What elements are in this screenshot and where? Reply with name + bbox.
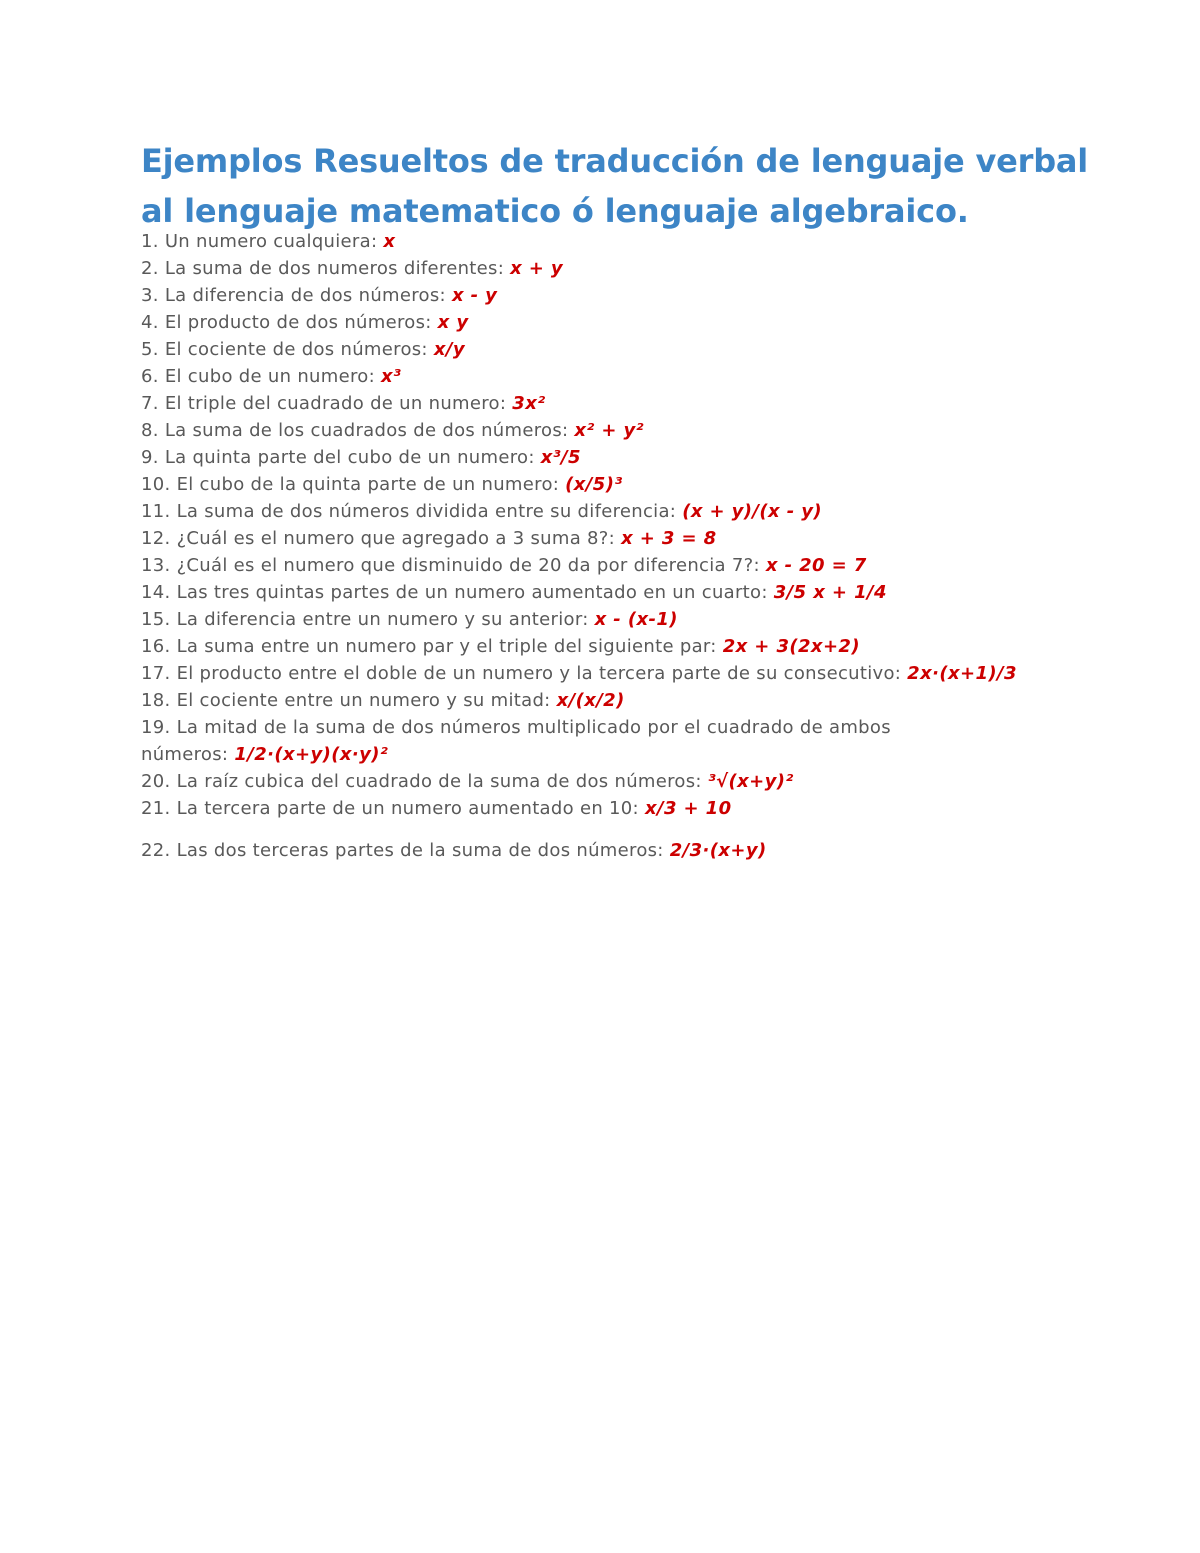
list-item [141, 660, 1141, 687]
item-answer: (x + y)/(x - y) [682, 501, 822, 522]
item-number: 18. [141, 690, 171, 711]
item-number: 22. [141, 840, 171, 861]
list-item [141, 498, 1141, 525]
item-text: El triple del cuadrado de un numero: [164, 393, 507, 414]
item-number: 15. [141, 609, 171, 630]
list-item [141, 255, 1141, 282]
item-text-continued: números: [141, 744, 229, 765]
item-answer: 2x + 3(2x+2) [722, 636, 860, 657]
list-item [141, 837, 1141, 864]
item-text: El cociente de dos números: [164, 339, 428, 360]
item-answer: x² + y² [574, 420, 644, 441]
item-number: 6. [141, 366, 159, 387]
item-answer: ³√(x+y)² [707, 771, 794, 792]
item-text: La raíz cubica del cuadrado de la suma de dos números: [176, 771, 702, 792]
item-answer: x³/5 [540, 447, 581, 468]
item-text: Un numero cualquiera: [164, 231, 378, 252]
item-number: 5. [141, 339, 159, 360]
list-item [141, 579, 1141, 606]
item-answer: 3x² [512, 393, 546, 414]
item-answer: 3/5 x + 1/4 [773, 582, 887, 603]
item-text: Las dos terceras partes de la suma de dos números: [176, 840, 664, 861]
item-number: 4. [141, 312, 159, 333]
item-answer: x [383, 231, 396, 252]
item-text: El cociente entre un numero y su mitad: [176, 690, 551, 711]
item-number: 21. [141, 798, 171, 819]
item-answer: 1/2·(x+y)(x·y)² [234, 744, 389, 765]
item-text: La suma entre un numero par y el triple del siguiente par: [176, 636, 717, 657]
item-number: 10. [141, 474, 171, 495]
list-item [141, 228, 1141, 255]
item-answer: x - 20 = 7 [765, 555, 867, 576]
document-title: Ejemplos Resueltos de traducción de lenguaje verbal al lenguaje matematico ó lenguaje algebraico. [141, 142, 1089, 230]
item-text: ¿Cuál es el numero que agregado a 3 suma 8?: [176, 528, 616, 549]
item-text: La suma de los cuadrados de dos números: [164, 420, 569, 441]
item-text: La suma de dos numeros diferentes: [164, 258, 505, 279]
list-item [141, 768, 1141, 795]
item-answer: 2/3·(x+y) [669, 840, 767, 861]
item-number: 17. [141, 663, 171, 684]
item-text: La diferencia de dos números: [164, 285, 446, 306]
item-answer: (x/5)³ [565, 474, 623, 495]
item-number: 7. [141, 393, 159, 414]
list-item [141, 417, 1141, 444]
list-item [141, 390, 1141, 417]
item-text: El producto entre el doble de un numero y la tercera parte de su consecutivo: [176, 663, 902, 684]
item-answer: x - y [451, 285, 498, 306]
item-text: El cubo de la quinta parte de un numero: [176, 474, 560, 495]
item-number: 20. [141, 771, 171, 792]
item-number: 11. [141, 501, 171, 522]
list-item [141, 687, 1141, 714]
item-answer: x + y [510, 258, 564, 279]
list-item [141, 471, 1141, 498]
list-item [141, 525, 1141, 552]
list-item [141, 606, 1141, 633]
list-item [141, 336, 1141, 363]
item-number: 19. [141, 717, 171, 738]
item-number: 13. [141, 555, 171, 576]
list-item [141, 363, 1141, 390]
list-item [141, 444, 1141, 471]
list-item [141, 309, 1141, 336]
item-answer: x - (x-1) [594, 609, 678, 630]
item-text: El producto de dos números: [164, 312, 432, 333]
item-answer: x³ [380, 366, 402, 387]
item-text: La suma de dos números dividida entre su diferencia: [176, 501, 677, 522]
item-text: La diferencia entre un numero y su anterior: [176, 609, 589, 630]
item-text: ¿Cuál es el numero que disminuido de 20 da por diferencia 7?: [176, 555, 760, 576]
list-item [141, 633, 1141, 660]
item-answer: x + 3 = 8 [621, 528, 717, 549]
item-answer: x y [437, 312, 469, 333]
item-answer: x/y [433, 339, 465, 360]
item-answer: x/(x/2) [556, 690, 625, 711]
item-number: 1. [141, 231, 159, 252]
list-item [141, 282, 1141, 309]
item-text: La quinta parte del cubo de un numero: [164, 447, 535, 468]
item-number: 3. [141, 285, 159, 306]
examples-list [141, 228, 1141, 864]
item-answer: x/3 + 10 [644, 798, 732, 819]
item-number: 16. [141, 636, 171, 657]
item-text: La tercera parte de un numero aumentado en 10: [176, 798, 639, 819]
item-number: 2. [141, 258, 159, 279]
item-number: 12. [141, 528, 171, 549]
item-text: Las tres quintas partes de un numero aumentado en un cuarto: [176, 582, 768, 603]
list-item [141, 714, 1141, 768]
item-number: 9. [141, 447, 159, 468]
list-item [141, 552, 1141, 579]
item-number: 8. [141, 420, 159, 441]
item-text: La mitad de la suma de dos números multiplicado por el cuadrado de ambos [176, 717, 891, 738]
item-answer: 2x·(x+1)/3 [907, 663, 1017, 684]
item-text: El cubo de un numero: [164, 366, 375, 387]
item-number: 14. [141, 582, 171, 603]
list-item [141, 795, 1141, 822]
